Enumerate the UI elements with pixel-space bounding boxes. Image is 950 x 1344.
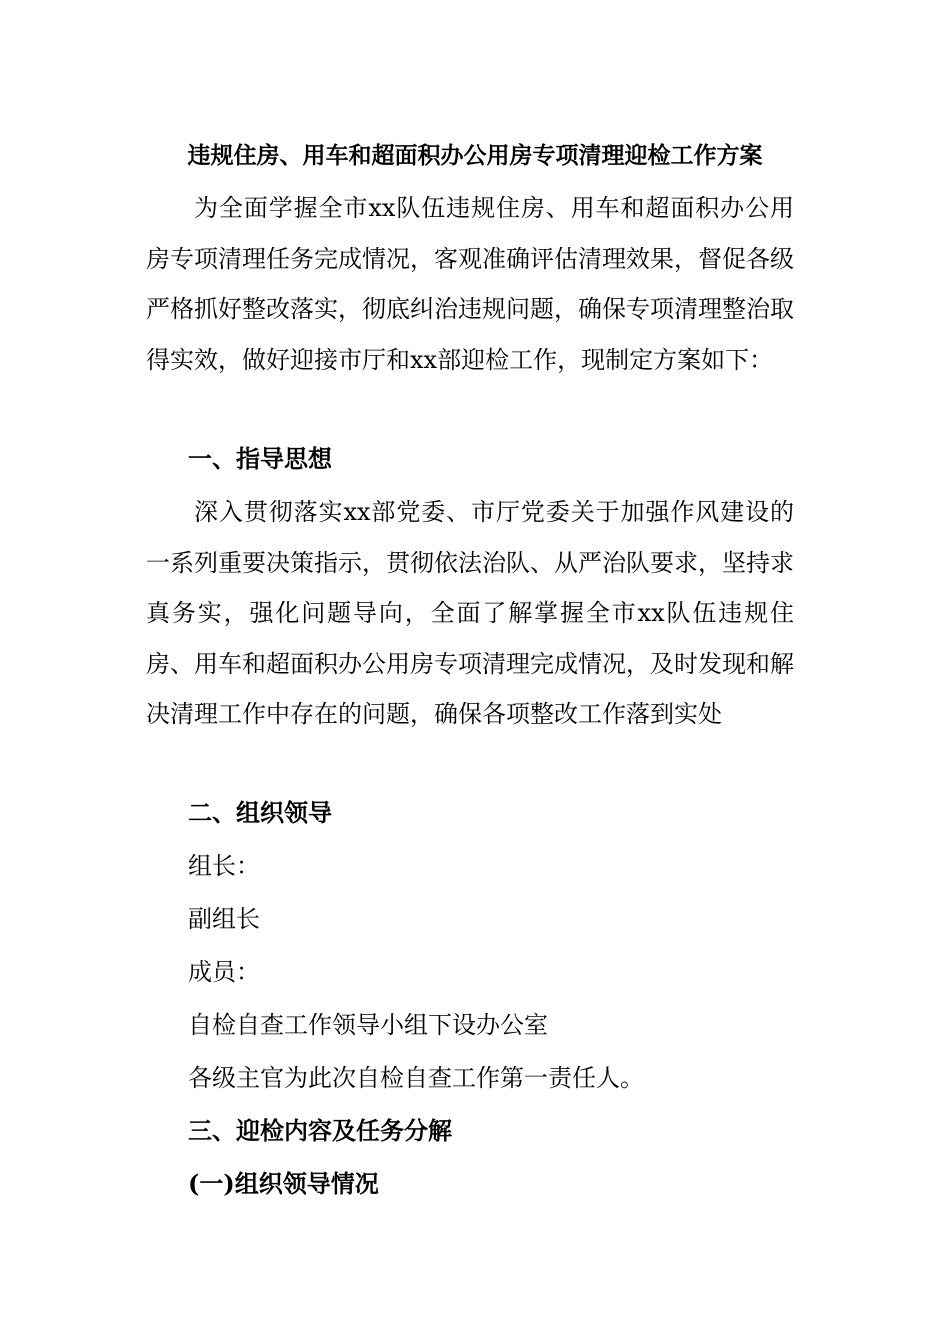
section-heading-inspection-content: 三、迎检内容及任务分解 xyxy=(188,1116,452,1145)
section-heading-organization: 二、组织领导 xyxy=(188,798,332,827)
intro-paragraph: 为全面学握全市xx队伍违规住房、用车和超面积办公用房专项清理任务完成情况，客观准确评估清理效果，督促各级严格抓好整改落实，彻底纠治违规问题，确保专项清理整治取得实效，做好迎接市厅和xx部迎检工作，现制定方案如下： xyxy=(146,194,794,374)
responsibility-line: 各级主官为此次自检自查工作第一责任人。 xyxy=(188,1064,644,1092)
subsection-heading-leadership: (一)组织领导情况 xyxy=(188,1169,379,1198)
office-line: 自检自查工作领导小组下设办公室 xyxy=(188,1011,548,1039)
members-line: 成员： xyxy=(188,958,260,986)
deputy-leader-line: 副组长 xyxy=(188,905,260,933)
leader-line: 组长： xyxy=(188,852,260,880)
guiding-ideology-paragraph: 深入贯彻落实xx部党委、市厅党委关于加强作风建设的一系列重要决策指示，贯彻依法治队、从严治队要求，坚持求真务实，强化问题导向，全面了解掌握全市xx队伍违规住房、用车和超面积办公用房专项清理完成情况，及时发现和解决清理工作中存在的问题，确保各项整改工作落到实处 xyxy=(146,498,794,728)
section-heading-guiding-ideology: 一、指导思想 xyxy=(188,444,332,473)
document-title: 违规住房、用车和超面积办公用房专项清理迎检工作方案 xyxy=(187,142,763,169)
